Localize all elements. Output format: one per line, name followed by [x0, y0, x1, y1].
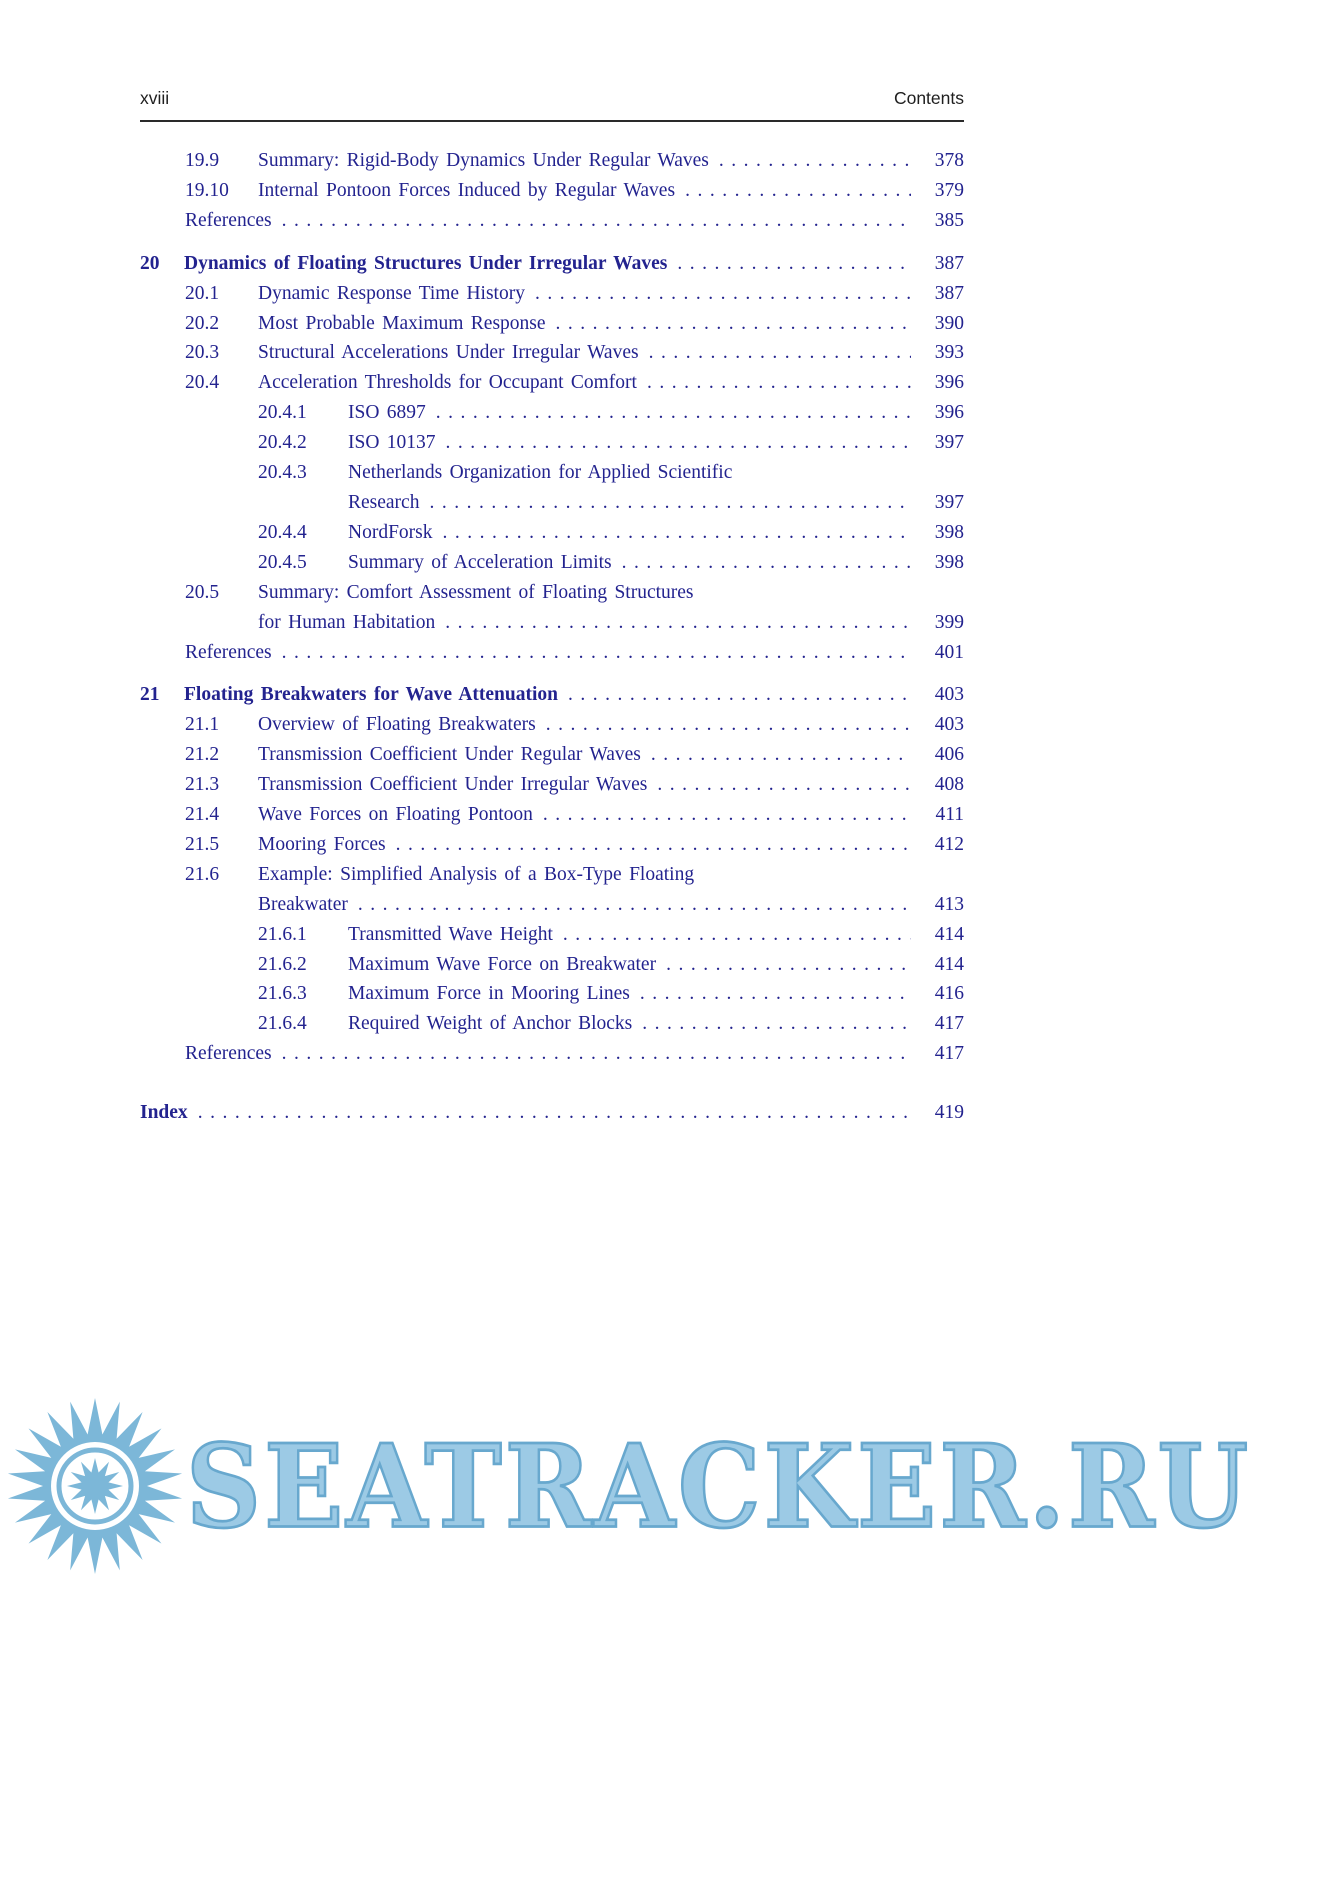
entry-number: 21.1	[185, 714, 220, 736]
toc-entry	[185, 146, 964, 176]
toc-entry	[258, 1009, 964, 1039]
toc-entry-line	[185, 860, 964, 890]
entry-number: 21.6	[185, 863, 220, 885]
entry-number: 19.9	[185, 150, 220, 171]
toc-entry	[140, 249, 964, 279]
dot-leader	[358, 890, 911, 920]
entry-title: Most Probable Maximum Response	[258, 312, 546, 334]
entry-title: References	[185, 1043, 272, 1065]
sun-icon	[6, 1397, 184, 1575]
toc-entry-line	[185, 890, 964, 920]
entry-title: Internal Pontoon Forces Induced by Regular Waves	[258, 179, 676, 201]
entry-number: 21.4	[185, 804, 220, 826]
entry-title: Netherlands Organization for Applied Scientific	[348, 462, 733, 484]
toc-entry	[185, 1039, 964, 1069]
toc-entry-line	[185, 279, 964, 309]
dot-leader	[396, 830, 911, 860]
running-title: Contents	[893, 88, 964, 108]
entry-title: Summary of Acceleration Limits	[348, 551, 612, 573]
entry-title: for Human Habitation	[258, 611, 436, 633]
dot-leader	[445, 608, 911, 638]
toc-entry-line	[185, 338, 964, 368]
entry-page-number: 398	[934, 521, 964, 543]
entry-page-number: 396	[934, 402, 964, 424]
entry-title: Research	[348, 491, 420, 513]
toc-entry-line	[258, 428, 964, 458]
toc-entry-line	[185, 146, 964, 176]
toc-entry	[258, 979, 964, 1009]
entry-number: 20.4.1	[258, 402, 307, 424]
toc-entry-line	[185, 770, 964, 800]
entry-number: 21.6.4	[258, 1013, 307, 1035]
toc-entry-line	[185, 368, 964, 398]
toc-entry-line	[185, 608, 964, 638]
entry-page-number: 398	[934, 551, 964, 573]
entry-page-number: 399	[934, 611, 964, 633]
entry-number: 21.5	[185, 833, 220, 855]
toc-entry	[185, 309, 964, 339]
entry-title: Wave Forces on Floating Pontoon	[258, 804, 533, 826]
entry-page-number: 378	[934, 150, 964, 171]
entry-title: Breakwater	[258, 893, 348, 915]
dot-leader	[563, 920, 911, 950]
entry-page-number: 412	[934, 833, 964, 855]
toc-entry-line	[185, 1039, 964, 1069]
toc-entry-line	[185, 578, 964, 608]
dot-leader	[647, 368, 911, 398]
dot-leader	[443, 518, 911, 548]
toc-entry-line	[185, 176, 964, 206]
entry-title: Mooring Forces	[258, 833, 386, 855]
dot-leader	[543, 800, 911, 830]
dot-leader	[198, 1098, 911, 1128]
entry-number: 20	[140, 252, 160, 274]
toc-entry-line	[258, 458, 964, 488]
entry-page-number: 390	[934, 312, 964, 334]
toc-entry	[185, 176, 964, 206]
toc-entry-line	[185, 206, 964, 236]
entry-number: 21.2	[185, 744, 220, 766]
entry-page-number: 401	[934, 641, 964, 663]
entry-title: Summary: Rigid-Body Dynamics Under Regular Waves	[258, 150, 709, 171]
dot-leader	[685, 176, 911, 206]
toc-entry-line	[185, 740, 964, 770]
toc-entry	[185, 770, 964, 800]
entry-title: Dynamic Response Time History	[258, 282, 525, 304]
dot-leader	[436, 398, 911, 428]
entry-title: References	[185, 209, 272, 231]
entry-number: 20.1	[185, 282, 220, 304]
entry-title: Index	[140, 1102, 188, 1124]
toc-entry	[258, 950, 964, 980]
entry-page-number: 408	[934, 774, 964, 796]
toc-entry-line	[258, 950, 964, 980]
entry-page-number: 414	[934, 953, 964, 975]
toc-entry	[185, 710, 964, 740]
entry-page-number: 413	[934, 893, 964, 915]
toc-entry-line	[258, 398, 964, 428]
toc-entry	[185, 638, 964, 668]
entry-number: 19.10	[185, 179, 229, 201]
toc-entry	[185, 206, 964, 236]
dot-leader	[642, 1009, 911, 1039]
entry-number: 20.5	[185, 581, 220, 603]
dot-leader	[677, 249, 911, 279]
entry-title: Transmitted Wave Height	[348, 923, 553, 945]
entry-page-number: 403	[934, 714, 964, 736]
toc-entry-line	[185, 638, 964, 668]
dot-leader	[546, 710, 911, 740]
dot-leader	[568, 680, 911, 710]
entry-number: 21	[140, 684, 160, 706]
toc-entry	[185, 860, 964, 920]
entry-page-number: 403	[934, 684, 964, 706]
dot-leader	[282, 1039, 911, 1069]
dot-leader	[556, 309, 911, 339]
toc-entry	[185, 368, 964, 398]
entry-number: 20.4.2	[258, 432, 307, 454]
toc-entry-line	[258, 1009, 964, 1039]
entry-title: Overview of Floating Breakwaters	[258, 714, 536, 736]
toc-entry	[258, 458, 964, 518]
toc-entry-line	[258, 920, 964, 950]
entry-page-number: 414	[934, 923, 964, 945]
dot-leader	[640, 979, 911, 1009]
entry-title: Dynamics of Floating Structures Under Irregular Waves	[184, 252, 668, 274]
toc-entry-line	[140, 1098, 964, 1128]
entry-title: Structural Accelerations Under Irregular Waves	[258, 342, 639, 364]
toc-entry	[185, 830, 964, 860]
toc-entry	[258, 518, 964, 548]
entry-page-number: 397	[934, 432, 964, 454]
toc-entry	[185, 338, 964, 368]
entry-number: 21.6.3	[258, 983, 307, 1005]
toc-entry	[185, 740, 964, 770]
entry-page-number: 406	[934, 744, 964, 766]
entry-page-number: 396	[934, 372, 964, 394]
entry-number: 20.2	[185, 312, 220, 334]
watermark-text: SEATRACKER.RU	[186, 1418, 1252, 1554]
toc-entry	[258, 428, 964, 458]
entry-number: 20.4.3	[258, 462, 307, 484]
dot-leader	[282, 206, 911, 236]
entry-number: 21.3	[185, 774, 220, 796]
entry-page-number: 397	[934, 491, 964, 513]
entry-number: 20.3	[185, 342, 220, 364]
table-of-contents	[140, 122, 964, 1128]
dot-leader	[429, 488, 911, 518]
entry-page-number: 411	[935, 804, 964, 826]
toc-entry-line	[140, 249, 964, 279]
toc-entry-line	[258, 979, 964, 1009]
entry-page-number: 417	[934, 1013, 964, 1035]
toc-entry-line	[185, 800, 964, 830]
entry-page-number: 417	[934, 1043, 964, 1065]
entry-page-number: 387	[934, 282, 964, 304]
toc-entry	[140, 1098, 964, 1128]
entry-page-number: 387	[934, 252, 964, 274]
entry-number: 20.4.5	[258, 551, 307, 573]
toc-entry-line	[185, 710, 964, 740]
page-header	[140, 88, 964, 122]
dot-leader	[666, 950, 911, 980]
entry-page-number: 393	[934, 342, 964, 364]
entry-title: Maximum Force in Mooring Lines	[348, 983, 630, 1005]
entry-title: Transmission Coefficient Under Irregular Waves	[258, 774, 648, 796]
entry-title: ISO 6897	[348, 402, 426, 424]
toc-entry	[140, 680, 964, 710]
dot-leader	[649, 338, 911, 368]
dot-leader	[622, 548, 911, 578]
entry-title: Summary: Comfort Assessment of Floating Structures	[258, 581, 694, 603]
entry-title: Maximum Wave Force on Breakwater	[348, 953, 657, 975]
toc-entry-line	[258, 488, 964, 518]
entry-title: Example: Simplified Analysis of a Box-Type Floating	[258, 863, 695, 885]
entry-title: Transmission Coefficient Under Regular Waves	[258, 744, 641, 766]
toc-entry	[185, 800, 964, 830]
entry-number: 20.4	[185, 372, 220, 394]
watermark	[6, 1396, 1316, 1576]
toc-entry-line	[258, 548, 964, 578]
dot-leader	[535, 279, 911, 309]
entry-title: ISO 10137	[348, 432, 436, 454]
page-content	[140, 88, 964, 1128]
entry-title: Acceleration Thresholds for Occupant Comfort	[258, 372, 637, 394]
dot-leader	[719, 146, 911, 176]
toc-entry-line	[185, 309, 964, 339]
entry-title: NordForsk	[348, 521, 433, 543]
toc-entry-line	[258, 518, 964, 548]
toc-entry	[185, 578, 964, 638]
entry-number: 21.6.2	[258, 953, 307, 975]
dot-leader	[651, 740, 911, 770]
dot-leader	[282, 638, 911, 668]
entry-number: 20.4.4	[258, 521, 307, 543]
entry-title: References	[185, 641, 272, 663]
toc-entry	[258, 398, 964, 428]
toc-entry-line	[140, 680, 964, 710]
toc-entry-line	[185, 830, 964, 860]
toc-entry	[258, 920, 964, 950]
toc-entry	[185, 279, 964, 309]
entry-page-number: 419	[934, 1102, 964, 1124]
folio-page-number: xviii	[140, 88, 170, 108]
entry-page-number: 385	[934, 209, 964, 231]
entry-page-number: 379	[934, 179, 964, 201]
entry-page-number: 416	[934, 983, 964, 1005]
dot-leader	[446, 428, 911, 458]
entry-number: 21.6.1	[258, 923, 307, 945]
dot-leader	[657, 770, 911, 800]
entry-title: Floating Breakwaters for Wave Attenuation	[184, 684, 558, 706]
toc-entry	[258, 548, 964, 578]
entry-title: Required Weight of Anchor Blocks	[348, 1013, 633, 1035]
